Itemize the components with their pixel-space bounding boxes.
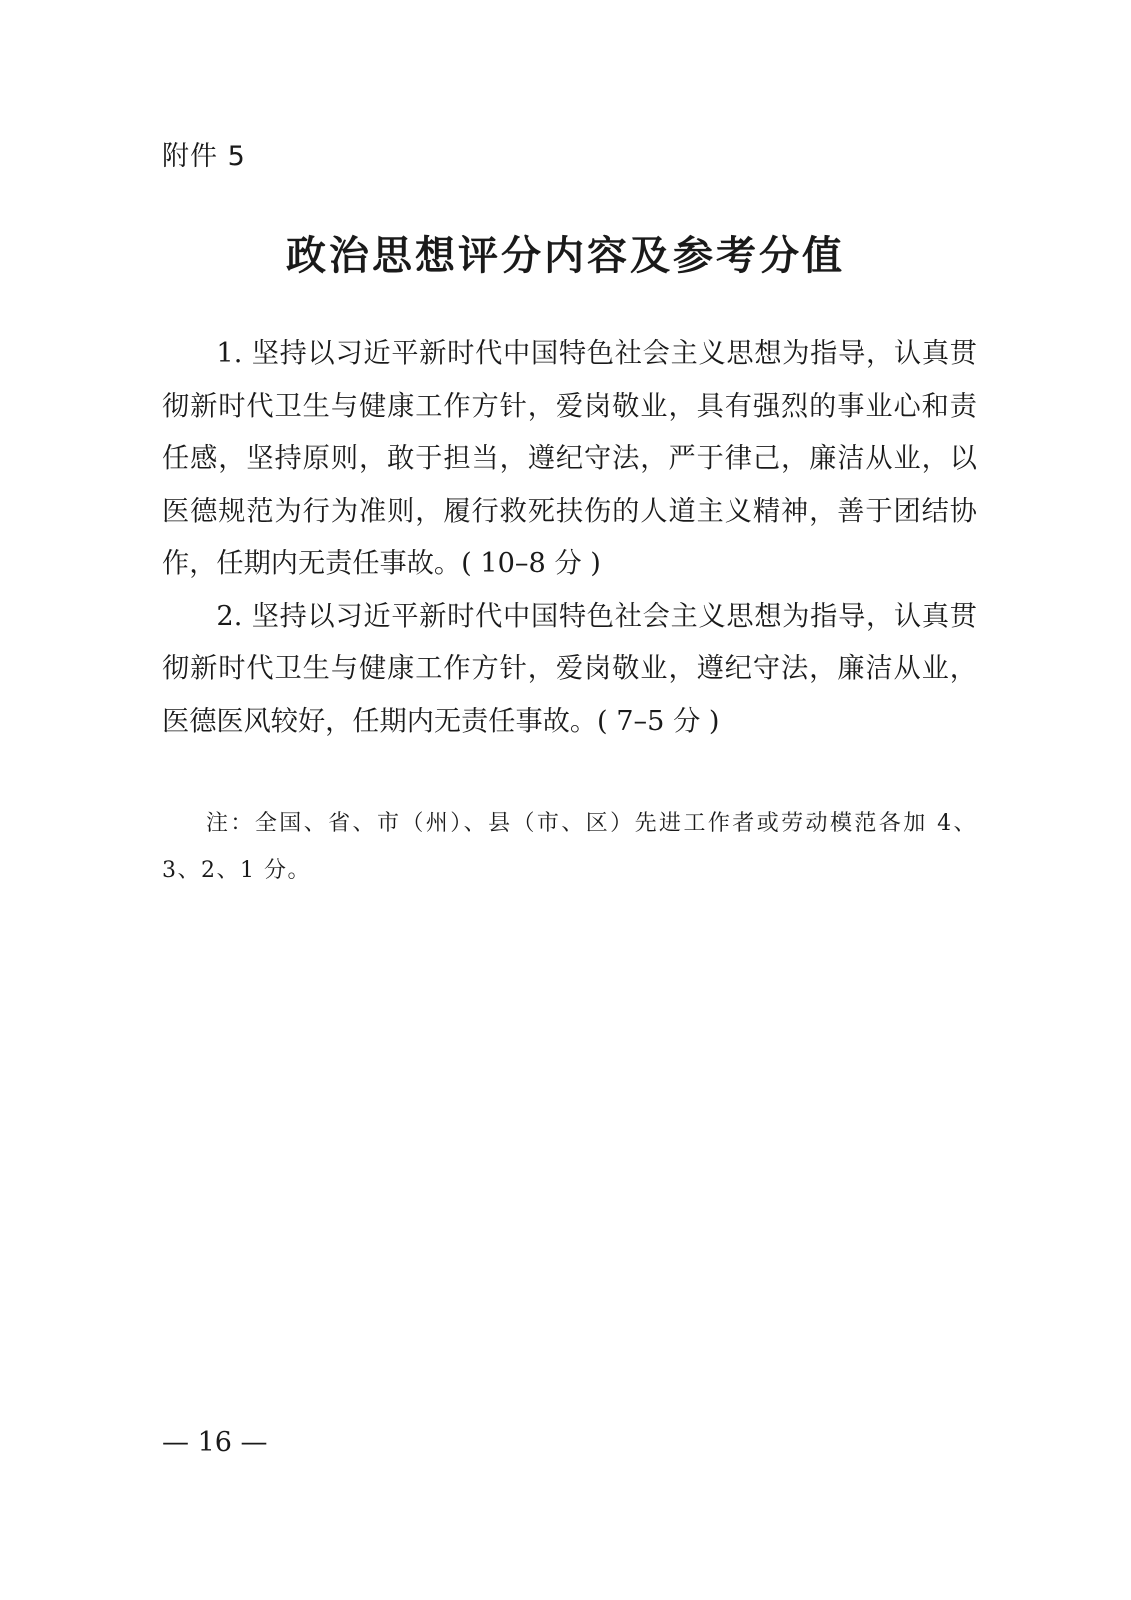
criteria-item-2: 2. 坚持以习近平新时代中国特色社会主义思想为指导，认真贯彻新时代卫生与健康工作方针，爱岗敬业，遵纪守法，廉洁从业，医德医风较好，任期内无责任事故。( 7–5 分 ) [162,600,977,737]
note-text: 注：全国、省、市（州）、县（市、区）先进工作者或劳动模范各加 4、3、2、1 分。 [162,811,977,883]
note [162,800,977,894]
scoring-criteria [162,328,977,748]
criteria-item-1: 1. 坚持以习近平新时代中国特色社会主义思想为指导，认真贯彻新时代卫生与健康工作方针，爱岗敬业，具有强烈的事业心和责任感，坚持原则，敢于担当，遵纪守法，严于律己，廉洁从业，以医德规范为行为准则，履行救死扶伤的人道主义精神，善于团结协作，任期内无责任事故。( 10–8 分 ) [162,338,977,579]
document-title: 政治思想评分内容及参考分值 [286,232,845,279]
attachment-label: 附件 5 [162,141,246,172]
page-number: — 16 — [162,1427,268,1458]
